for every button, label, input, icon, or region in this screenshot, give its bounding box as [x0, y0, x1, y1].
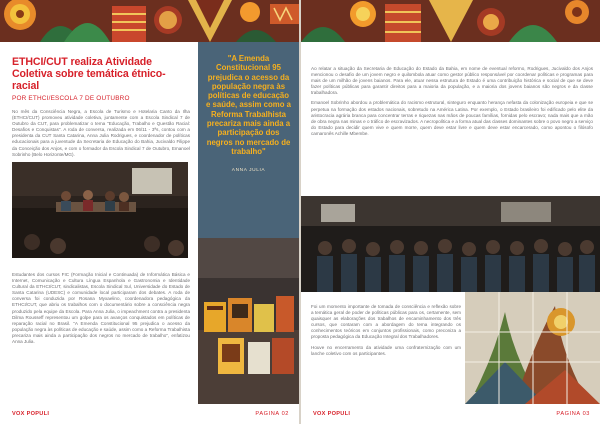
right-page-footer [301, 404, 600, 424]
article-intro-paragraph: No mês da Consciência Negra, a Escola de Turismo e Hotelaria Canto da Ilha (ETHCI/CUT) promoveu atividade coletiva, juntamente com a Escola Sindical 7 de Outubro da CUT, para problematizar o tema "Educação, Trabalho e Questão Racial: Desafios e Conquistas". A roda de conversa, realizada em 06/11 - 3ªs, contou com a presidenta da CUT Santa Catarina, Anna Julia Rodrigues, e coordenador de políticas educacionais para a juventude da Secretaria de Educação do Bahia, Jucivaldo Filippe da Conceição dos Anjos, e com o formador da Escola Sindical 7 de Outubro, Emanoel Sobrinho (Belo Horizonte/MG). [12, 109, 190, 157]
event-photo-auditorium [12, 162, 188, 258]
paragraph-reflection: Foi um momento importante de tomada de consciência e reflexão sobre a temática geral de poder de políticas públicas para os, certamente, sem quaisquer as elaborações dos trabalhos de encaminhamento dos três cursos, que contaram com a abordagem do tema integrando os conhecimentos teóricos em conjuntos profissionais, como preconiza a proposta pedagógica da Educação Integral dos Trabalhadores. [311, 304, 461, 340]
pull-quote-panel [198, 42, 299, 238]
paragraph-jucivaldo: Ao relatar a situação da Secretaria de Educação do Estado da Bahia, em nome de eventual reformo, Rodrigues, Jucivaldo dos Anjos mencionou o desafio de um jovem negro e quilombola atuar como gestor público responsável por coordenar políticas e programas para mais de um milhão de jovens baianos. Para ele, atuar nessa estrutura de Estado é uma contribuição histórica e social de que se deve fazer políticas públicas para garantir direitos para a maioria da população, e a maioria dos jovens baianos são negros e da classe trabalhadora. [311, 66, 593, 96]
footer-page-number: PAGINA 03 [556, 411, 590, 417]
decorative-mosaic-illustration [465, 292, 600, 404]
paragraph-closing: Houve no encerramento da atividade uma confraternização com um lanche coletivo com os participantes. [311, 344, 461, 356]
event-photo-books [198, 238, 299, 404]
event-photo-audience [301, 196, 600, 292]
african-pattern-illustration [0, 0, 299, 42]
article-closing-column [311, 304, 461, 388]
footer-brand: VOX POPULI [12, 411, 50, 417]
article-lower-paragraph: Estudantes dos cursos FIC (Formação Inicial e Continuada) de Informática Básica e Internet, Comunicação e Cultura Língua Espanhola e Gastronomia e Identidade Cultural da ETHCI/CUT, sindicalistas, Escola Sindical Sul, Universidade do Estado de Santa Catarina (UDESC) e comunidade local participaram dos debates. A roda de conversa foi conduzida por Rosana Myxaelino, coordenadora pedagógica da ETHCI/CUT, que abriu os trabalhos com o documentário sobre a consciência negra produzido pela equipe da Escola. Para Anna Julia, o impeachment contra a presidenta Dilma Rousseff representou um golpe para os avanços conquistados em políticas de reparação racial no Brasil. "A Emenda Constitucional 95 prejudica o acesso da população negra às políticas de educação e saúde, assim como a Reforma Trabalhista precariza mais ainda a participação dos negros no mercado de trabalho", enfatizou Anna Julia. [12, 272, 190, 345]
article-continuation-column [311, 66, 593, 190]
footer-page-number: PAGINA 02 [255, 411, 289, 417]
right-page [301, 0, 600, 424]
article-lower-column [12, 272, 190, 380]
paragraph-emanoel: Emanoel Sobrinho abordou a problemática do racismo estrutural, sinteguro enquanto herança nefasta da colonização europeia e que se perpetua na formação dos estados nacionais, sobretudo na América Latina. Por exemplo, o Estado brasileiro foi edificado pelo elite da aristocracia agrária branca para concentrar terras e riquezas nas mãos de poucas famílias, fornidas pelo escravo; nada mais que a mão de obra negra nas minas e o tráfico de escravizados. A necropolítica e a forma atual das classes dominantes sobre o povo negro a serviço do Estado para decidir quem vive e quem morre, quem deve estar livre e quem deve estar encarcerado, como apontou o filósofo camaronês Achille Mbembe. [311, 100, 593, 136]
pull-quote: "A Emenda Constitucional 95 prejudica o acesso da população negra às políticas de educação e saúde, assim como a Reforma Trabalhista precariza mais ainda a participação dos negros no mercado de trabalho" [206, 54, 291, 156]
left-page [0, 0, 299, 424]
left-page-footer [0, 404, 299, 424]
african-pattern-illustration [301, 0, 600, 42]
pull-quote-author: ANNA JULIA [231, 168, 266, 174]
decorative-banner [301, 0, 600, 42]
article-headline: ETHCI/CUT realiza Atividade Coletiva sobre temática étnico-racial [12, 56, 166, 92]
article-byline: POR ETHCI/ESCOLA 7 DE OUTUBRO [12, 95, 130, 102]
footer-brand: VOX POPULI [313, 411, 351, 417]
decorative-banner [0, 0, 299, 42]
